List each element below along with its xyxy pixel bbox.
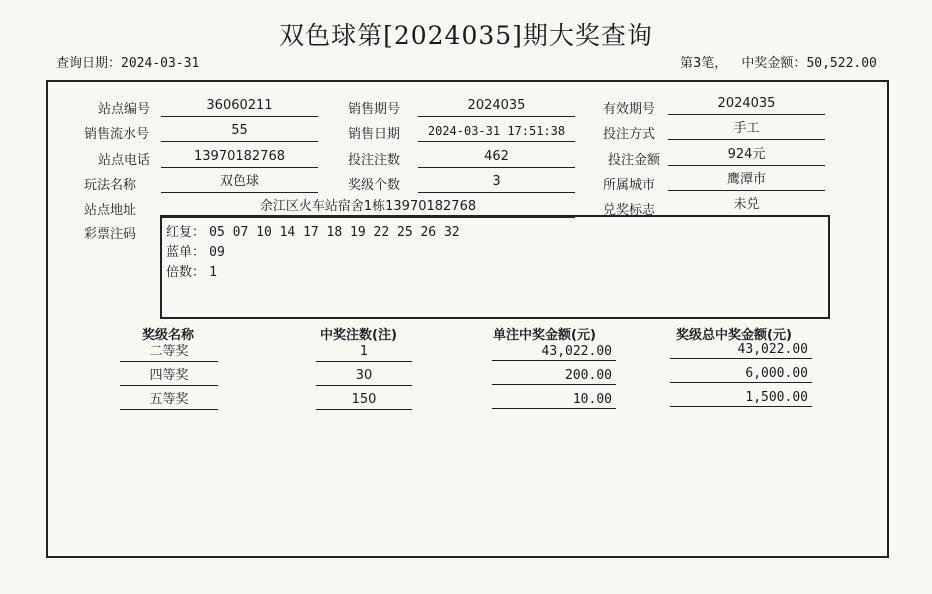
red-label: 红复： xyxy=(166,225,206,240)
prize-count: 1 xyxy=(316,342,412,362)
query-date-label: 查询日期： xyxy=(56,56,122,71)
valid-issue-label: 有效期号 xyxy=(603,102,656,117)
address-value: 余江区火车站宿舍1栋13970182768 xyxy=(161,197,575,218)
serial-no-value: 55 xyxy=(161,121,318,142)
station-no-value: 36060211 xyxy=(161,96,318,117)
bet-method-value: 手工 xyxy=(668,119,825,140)
bet-amount-value: 924元 xyxy=(668,145,825,166)
prize-total: 43,022.00 xyxy=(670,340,812,359)
prize-header-name: 奖级名称 xyxy=(142,328,195,343)
phone-value: 13970182768 xyxy=(161,147,318,168)
redeem-flag-label: 兑奖标志 xyxy=(603,203,656,218)
blue-label: 蓝单： xyxy=(166,245,206,260)
bet-count-value: 462 xyxy=(418,147,575,168)
prize-total: 6,000.00 xyxy=(670,364,812,383)
prize-summary xyxy=(680,52,877,71)
multiple-label: 倍数： xyxy=(166,265,206,280)
ticket-label: 彩票注码 xyxy=(84,227,137,242)
prize-name: 四等奖 xyxy=(120,366,218,386)
prize-header-unit: 单注中奖金额(元) xyxy=(493,328,596,343)
sale-date-value: 2024-03-31 17:51:38 xyxy=(418,121,575,142)
game-name-label: 玩法名称 xyxy=(84,178,137,193)
prize-total: 1,500.00 xyxy=(670,388,812,407)
city-label: 所属城市 xyxy=(603,178,656,193)
sale-issue-value: 2024035 xyxy=(418,96,575,117)
prize-count: 第3笔， xyxy=(680,56,728,71)
prize-amount-label: 中奖金额： xyxy=(741,56,807,71)
bet-count-label: 投注注数 xyxy=(348,153,401,168)
prize-amount-value: 50,522.00 xyxy=(806,56,877,71)
station-no-label: 站点编号 xyxy=(98,102,151,117)
multiple-line xyxy=(166,263,824,283)
bet-method-label: 投注方式 xyxy=(603,127,656,142)
blue-numbers: 09 xyxy=(209,245,225,260)
blue-line xyxy=(166,243,824,263)
prize-unit: 43,022.00 xyxy=(492,342,616,361)
bet-amount-label: 投注金额 xyxy=(608,153,661,168)
prize-levels-label: 奖级个数 xyxy=(348,178,401,193)
prize-name: 五等奖 xyxy=(120,390,218,410)
red-numbers: 05 07 10 14 17 18 19 22 25 26 32 xyxy=(209,225,460,240)
city-value: 鹰潭市 xyxy=(668,170,825,191)
prize-header-total: 奖级总中奖金额(元) xyxy=(676,328,792,343)
query-date xyxy=(56,52,199,71)
query-date-value: 2024-03-31 xyxy=(121,56,200,71)
phone-label: 站点电话 xyxy=(98,153,151,168)
game-name-value: 双色球 xyxy=(161,172,318,193)
address-label: 站点地址 xyxy=(84,203,137,218)
prize-header-count: 中奖注数(注) xyxy=(320,328,397,343)
valid-issue-value: 2024035 xyxy=(668,94,825,115)
redeem-flag-value: 未兑 xyxy=(668,195,825,216)
prize-count: 150 xyxy=(316,390,412,410)
red-line xyxy=(166,223,824,243)
serial-no-label: 销售流水号 xyxy=(84,127,150,142)
prize-name: 二等奖 xyxy=(120,342,218,362)
sale-date-label: 销售日期 xyxy=(348,127,401,142)
prize-levels-value: 3 xyxy=(418,172,575,193)
record-panel xyxy=(46,80,889,558)
ticket-box xyxy=(160,215,830,319)
sale-issue-label: 销售期号 xyxy=(348,102,401,117)
page-title: 双色球第[2024035]期大奖查询 xyxy=(279,21,653,50)
prize-unit: 10.00 xyxy=(492,390,616,409)
prize-unit: 200.00 xyxy=(492,366,616,385)
multiple-value: 1 xyxy=(209,265,217,280)
prize-count: 30 xyxy=(316,366,412,386)
